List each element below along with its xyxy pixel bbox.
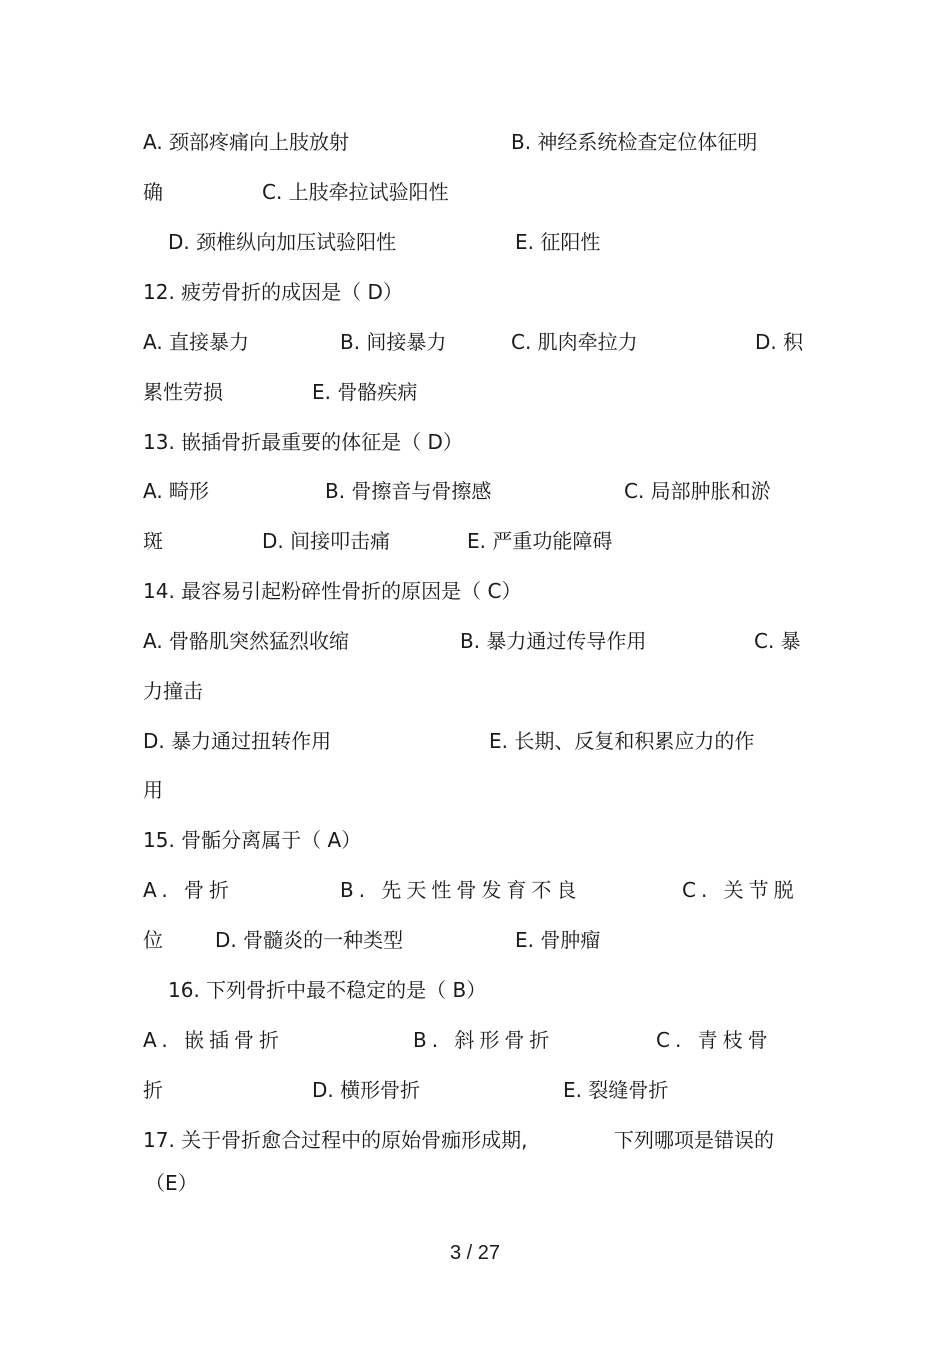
q17-stem-answer-line	[0, 1168, 950, 1198]
q14-option-a: A. 骨骼肌突然猛烈收缩	[143, 629, 350, 653]
q12-option-c: C. 肌肉牵拉力	[511, 330, 638, 354]
page-number: 3 / 27	[449, 1242, 501, 1264]
q16-stem	[0, 975, 950, 1005]
q11-option-d: D. 颈椎纵向加压试验阳性	[168, 230, 397, 254]
q12-stem-text: 12. 疲劳骨折的成因是（ D）	[143, 280, 403, 304]
q16-option-d: D. 横形骨折	[312, 1078, 421, 1102]
q14-option-e-continued: 用	[143, 778, 163, 802]
q16-option-c: C. 青枝骨	[656, 1028, 773, 1052]
q16-option-c-continued: 折	[143, 1078, 163, 1102]
q14-option-e: E. 长期、反复和积累应力的作	[489, 729, 755, 753]
q13-options-line-1	[0, 476, 950, 506]
q12-stem	[0, 277, 950, 307]
q16-stem-text: 16. 下列骨折中最不稳定的是（ B）	[168, 978, 487, 1002]
q15-stem	[0, 825, 950, 855]
q13-stem	[0, 427, 950, 457]
q11-options-line-3	[0, 227, 950, 257]
q16-option-b: B. 斜形骨折	[413, 1028, 555, 1052]
q16-option-e: E. 裂缝骨折	[563, 1078, 669, 1102]
q13-option-c-continued: 斑	[143, 529, 163, 553]
q11-option-b: B. 神经系统检查定位体征明	[511, 130, 758, 154]
q11-options-line-2	[0, 177, 950, 207]
q16-options-line-2	[0, 1075, 950, 1105]
q12-option-d: D. 积	[755, 330, 804, 354]
q13-option-e: E. 严重功能障碍	[467, 529, 613, 553]
q16-option-a: A. 嵌插骨折	[143, 1028, 285, 1052]
q14-option-b: B. 暴力通过传导作用	[460, 629, 647, 653]
q13-option-d: D. 间接叩击痛	[262, 529, 391, 553]
q14-stem	[0, 576, 950, 606]
q13-option-b: B. 骨擦音与骨擦感	[325, 479, 492, 503]
q15-options-line-1	[0, 875, 950, 905]
q14-option-c: C. 暴	[754, 629, 801, 653]
q15-option-e: E. 骨肿瘤	[515, 928, 601, 952]
q15-option-c-continued: 位	[143, 928, 163, 952]
q14-options-line-1	[0, 626, 950, 656]
q14-options-line-4	[0, 775, 950, 805]
q11-option-a: A. 颈部疼痛向上肢放射	[143, 130, 350, 154]
q17-stem-part-1: 17. 关于骨折愈合过程中的原始骨痂形成期,	[143, 1128, 528, 1152]
q17-stem-part-2: 下列哪项是错误的	[614, 1128, 774, 1152]
q12-option-d-continued: 累性劳损	[143, 380, 223, 404]
q11-option-e: E. 征阳性	[515, 230, 601, 254]
q11-options-line-1	[0, 127, 950, 157]
q12-options-line-1	[0, 327, 950, 357]
q15-stem-text: 15. 骨骺分离属于（ A）	[143, 828, 362, 852]
q14-options-line-2	[0, 676, 950, 706]
q12-option-b: B. 间接暴力	[340, 330, 447, 354]
q17-stem	[0, 1125, 950, 1155]
q15-options-line-2	[0, 925, 950, 955]
q13-option-a: A. 畸形	[143, 479, 210, 503]
q13-option-c: C. 局部肿胀和淤	[624, 479, 771, 503]
q12-option-e: E. 骨骼疾病	[312, 380, 418, 404]
q17-stem-answer: （E）	[145, 1171, 198, 1195]
q13-options-line-2	[0, 526, 950, 556]
q11-option-c: C. 上肢牵拉试验阳性	[262, 180, 449, 204]
q14-stem-text: 14. 最容易引起粉碎性骨折的原因是（ C）	[143, 579, 522, 603]
q12-options-line-2	[0, 377, 950, 407]
q15-option-a: A. 骨折	[143, 878, 235, 902]
q16-options-line-1	[0, 1025, 950, 1055]
q11-option-b-continued: 确	[143, 180, 163, 204]
q14-options-line-3	[0, 726, 950, 756]
q14-option-c-continued: 力撞击	[143, 679, 203, 703]
q15-option-c: C. 关节脱	[682, 878, 799, 902]
q15-option-b: B. 先天性骨发育不良	[340, 878, 582, 902]
q14-option-d: D. 暴力通过扭转作用	[143, 729, 332, 753]
q13-stem-text: 13. 嵌插骨折最重要的体征是（ D）	[143, 430, 463, 454]
q12-option-a: A. 直接暴力	[143, 330, 250, 354]
q15-option-d: D. 骨髓炎的一种类型	[215, 928, 404, 952]
